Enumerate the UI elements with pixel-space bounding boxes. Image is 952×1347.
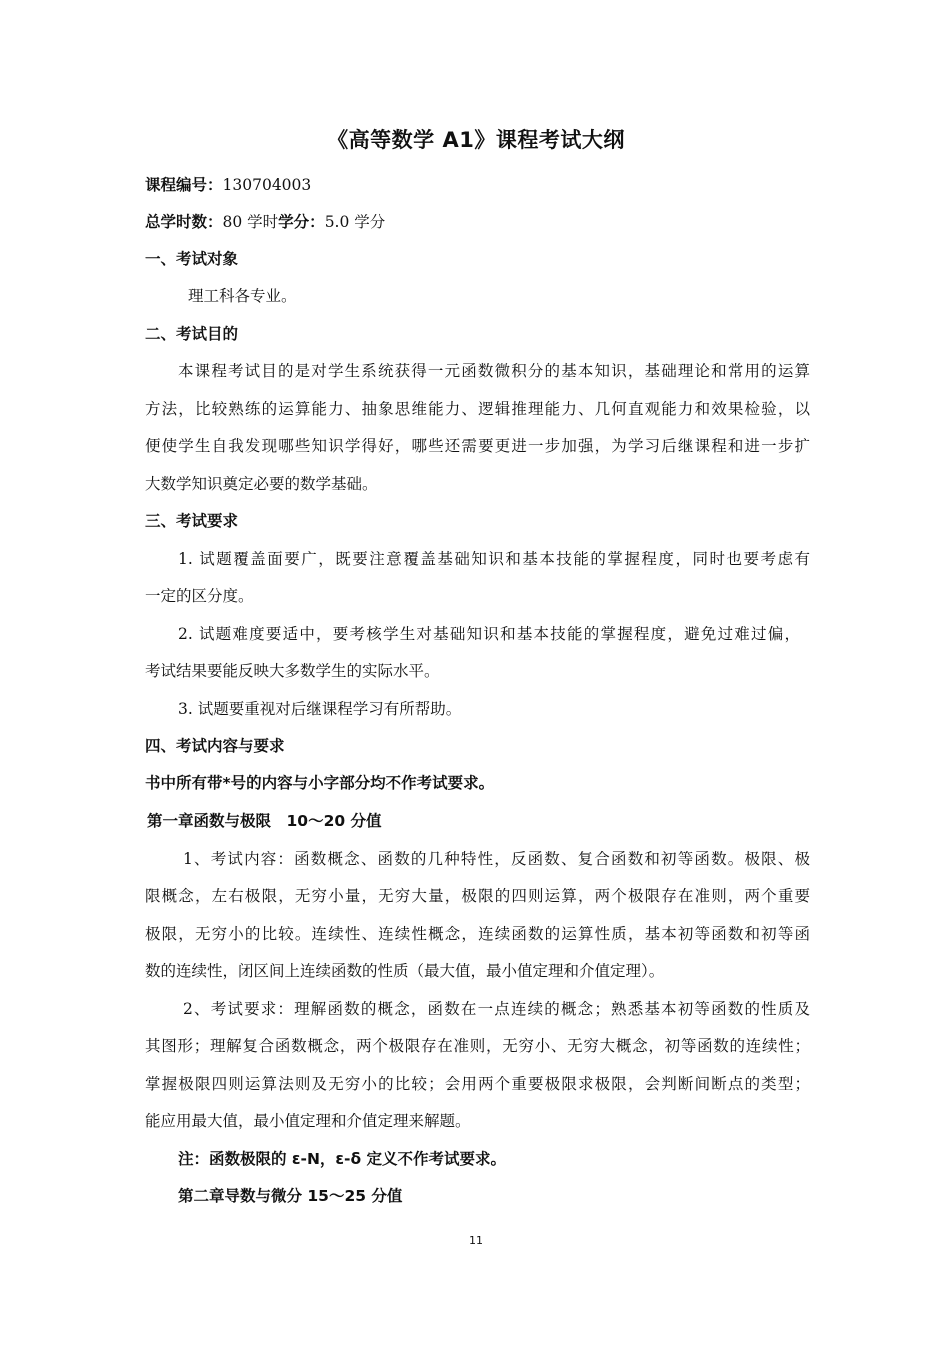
section-3-line: 考试结果要能反映大多数学生的实际水平。	[145, 662, 440, 680]
course-code-value: 130704003	[222, 176, 312, 194]
chapter-2-heading: 第二章导数与微分 15～25 分值	[178, 1187, 403, 1205]
section-3-line: 1. 试题覆盖面要广，既要注意覆盖基础知识和基本技能的掌握程度，同时也要考虑有	[178, 550, 810, 568]
chapter-1-note: 注：函数极限的 ε-N，ε-δ 定义不作考试要求。	[178, 1150, 507, 1168]
page-number: 11	[469, 1234, 483, 1247]
section-3-heading: 三、考试要求	[145, 512, 239, 530]
section-4-note: 书中所有带*号的内容与小字部分均不作考试要求。	[145, 774, 495, 792]
chapter-1-requirement-line: 掌握极限四则运算法则及无穷小的比较；会用两个重要极限求极限，会判断间断点的类型；	[145, 1075, 810, 1093]
section-3-line: 2. 试题难度要适中，要考核学生对基础知识和基本技能的掌握程度，避免过难过偏，	[178, 625, 800, 643]
section-2-line: 本课程考试目的是对学生系统获得一元函数微积分的基本知识，基础理论和常用的运算	[178, 362, 810, 380]
section-1-heading: 一、考试对象	[145, 250, 239, 268]
chapter-1-requirement-line: 能应用最大值，最小值定理和介值定理来解题。	[145, 1112, 471, 1130]
course-code-label: 课程编号：	[145, 176, 223, 194]
chapter-1-heading: 第一章函数与极限 10～20 分值	[147, 812, 382, 830]
hours-value: 80 学时	[222, 213, 279, 231]
section-3-line: 3. 试题要重视对后继课程学习有所帮助。	[178, 700, 462, 718]
chapter-1-content-line: 1、考试内容：函数概念、函数的几种特性，反函数、复合函数和初等函数。极限、极	[183, 850, 810, 868]
section-2-heading: 二、考试目的	[145, 325, 239, 343]
section-2-line: 大数学知识奠定必要的数学基础。	[145, 475, 378, 493]
chapter-1-content-line: 极限，无穷小的比较。连续性、连续性概念，连续函数的运算性质，基本初等函数和初等函	[145, 925, 810, 943]
section-3-line: 一定的区分度。	[145, 587, 254, 605]
chapter-1-content-line: 限概念，左右极限，无穷小量，无穷大量，极限的四则运算，两个极限存在准则，两个重要	[145, 887, 810, 905]
course-code-line	[145, 175, 810, 195]
hours-label: 总学时数：	[145, 213, 223, 231]
chapter-1-content-line: 数的连续性，闭区间上连续函数的性质（最大值，最小值定理和介值定理）。	[145, 962, 665, 980]
chapter-1-requirement-line: 其图形；理解复合函数概念，两个极限存在准则，无穷小、无穷大概念，初等函数的连续性；	[145, 1037, 810, 1055]
section-1-text: 理工科各专业。	[188, 287, 297, 305]
chapter-1-requirement-line: 2、考试要求：理解函数的概念，函数在一点连续的概念；熟悉基本初等函数的性质及	[183, 1000, 810, 1018]
hours-credits-line	[145, 212, 810, 232]
credits-label: 学分：	[278, 213, 325, 231]
section-2-line: 便使学生自我发现哪些知识学得好，哪些还需要更进一步加强，为学习后继课程和进一步扩	[145, 437, 810, 455]
section-4-heading: 四、考试内容与要求	[145, 737, 285, 755]
section-2-line: 方法，比较熟练的运算能力、抽象思维能力、逻辑推理能力、几何直观能力和效果检验，以	[145, 400, 810, 418]
credits-value: 5.0 学分	[324, 213, 386, 231]
page-title: 《高等数学 A1》课程考试大纲	[327, 128, 625, 152]
